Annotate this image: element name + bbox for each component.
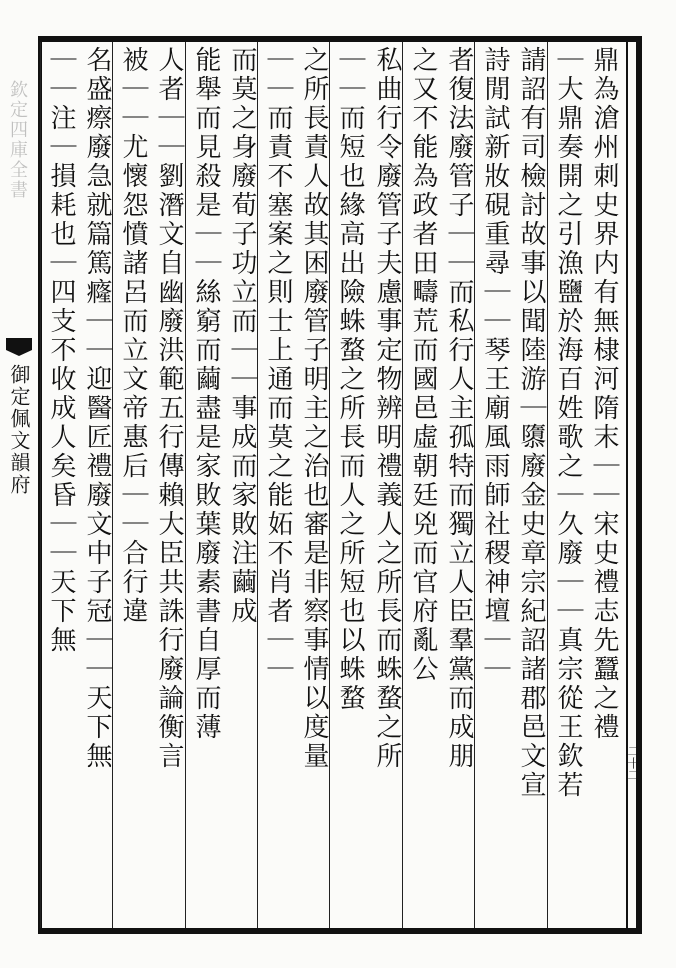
frame-top-border xyxy=(38,36,642,42)
text-column xyxy=(439,46,479,926)
column-text: 請詔有司檢討故事以聞陸游｜隳廢金史章宗紀詔諸郡邑文宣 xyxy=(516,46,546,800)
text-column xyxy=(548,46,588,926)
text-column xyxy=(41,46,81,926)
column-text: 而莫之身廢荀子功立而｜｜事成而家敗注繭成 xyxy=(227,46,257,626)
column-text: 能舉而見殺是｜｜絲窮而繭盡是家敗葉廢素書自厚而薄 xyxy=(191,46,221,742)
column-text: 者復法廢管子｜｜而私行人主孤特而獨立人臣羣黨而成朋 xyxy=(444,46,474,771)
column-text: 鼎為滄州刺史界内有無棣河隋末｜｜宋史禮志先蠶之禮 xyxy=(589,46,619,742)
column-text: ｜大鼎奏開之引漁鹽於海百姓歌之｜久廢｜｜真宗從王欽若 xyxy=(553,46,583,800)
column-text: 之所長責人故其困廢管子明主之治也審是非察事情以度量 xyxy=(299,46,329,771)
text-column xyxy=(367,46,407,926)
text-column xyxy=(77,46,117,926)
text-column xyxy=(294,46,334,926)
text-column xyxy=(330,46,370,926)
column-text: ｜｜而責不塞案之則士上通而莫之能妬不肖者｜｜ xyxy=(263,46,293,684)
frame-right-border xyxy=(636,36,642,934)
text-column xyxy=(475,46,515,926)
text-column xyxy=(222,46,262,926)
column-text: ｜｜注｜損耗也｜四支不收成人矣昏｜｜天下無 xyxy=(46,46,76,655)
text-column xyxy=(258,46,298,926)
page-number: 二十二 xyxy=(626,745,640,781)
text-column xyxy=(511,46,551,926)
text-column xyxy=(149,46,189,926)
column-text: 詩閒試新妝硯重尋｜｜琴王廟風雨師社稷神壇｜｜ xyxy=(480,46,510,684)
frame-bottom-border xyxy=(38,928,642,934)
book-title: 御定佩文韻府 xyxy=(7,364,31,496)
text-column xyxy=(186,46,226,926)
text-column xyxy=(584,46,624,926)
text-column xyxy=(113,46,153,926)
fish-tail-mark-icon xyxy=(4,336,34,356)
column-text: 私曲行令廢管子夫慮事定物辨明禮義人之所長而蛛蝥之所 xyxy=(372,46,402,771)
text-column xyxy=(403,46,443,926)
column-text: 人者｜｜劉潛文自幽廢洪範五行傳賴大臣共誅行廢論衡言 xyxy=(154,46,184,771)
gutter-faint-text: 欽定四庫全書 xyxy=(7,80,28,200)
column-text: ｜｜而短也緣高出險蛛蝥之所長而人之所短也以蛛蝥 xyxy=(335,46,365,713)
page-gutter xyxy=(0,36,36,934)
column-text: 之又不能為政者田疇荒而國邑虛朝廷兇而官府亂公 xyxy=(408,46,438,684)
column-text: 名盛瘵廢急就篇篤癃｜｜迎醫匠禮廢文中子冠｜｜天下無 xyxy=(82,46,112,771)
column-text: 被｜｜尤懷怨憤諸呂而立文帝惠后｜｜合行違 xyxy=(118,46,148,626)
column-rule xyxy=(40,42,41,928)
